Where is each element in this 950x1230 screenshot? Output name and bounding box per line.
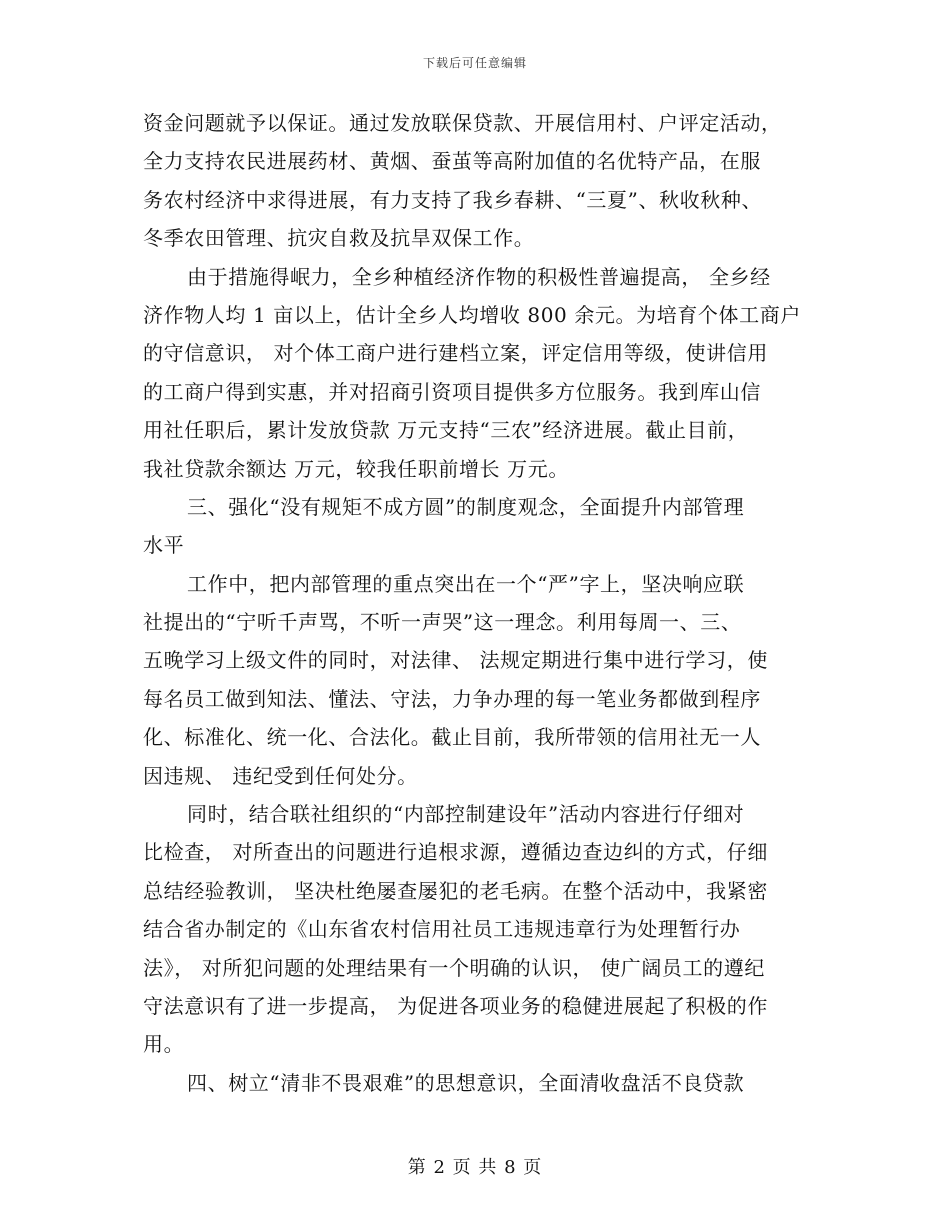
text-line: 我社贷款余额达 万元，较我任职前增长 万元。 — [143, 456, 569, 481]
text-line: 的守信意识， 对个体工商户进行建档立案，评定信用等级，使讲信用 — [143, 341, 768, 366]
text-line: 结合省办制定的《山东省农村信用社员工违规违章行为处理暂行办 — [143, 917, 741, 942]
text-line: 化、标准化、统一化、合法化。截止目前，我所带领的信用社无一人 — [143, 725, 761, 750]
text-line: 比检查， 对所查出的问题进行追根求源，遵循边查边纠的方式，仔细 — [143, 840, 768, 865]
text-line: 济作物人均 1 亩以上，估计全乡人均增收 800 余元。为培育个体工商户 — [143, 302, 801, 327]
text-line: 用社任职后，累计发放贷款 万元支持“三农”经济进展。截止目前， — [143, 418, 749, 443]
text-line: 的工商户得到实惠，并对招商引资项目提供多方位服务。我到库山信 — [143, 379, 761, 404]
text-line: 守法意识有了进一步提高， 为促进各项业务的稳健进展起了积极的作 — [143, 993, 768, 1018]
page-number-footer: 第 2 页 共 8 页 — [407, 1157, 543, 1178]
text-line: 法》， 对所犯问题的处理结果有一个明确的认识， 使广阔员工的遵纪 — [143, 955, 765, 980]
text-line: 五晚学习上级文件的同时，对法律、 法规定期进行集中进行学习，使 — [143, 648, 768, 673]
text-line: 冬季农田管理、抗灾自救及抗旱双保工作。 — [143, 226, 535, 251]
text-line: 由于措施得岷力，全乡种植经济作物的积极性普遍提高， 全乡经 — [187, 264, 771, 289]
text-line: 同时，结合联社组织的“内部控制建设年”活动内容进行仔细对 — [187, 802, 745, 827]
text-line: 全力支持农民进展药材、黄烟、蚕茧等高附加值的名优特产品，在服 — [143, 149, 761, 174]
document-body — [143, 104, 805, 1102]
text-line: 水平 — [143, 533, 185, 558]
text-line: 工作中，把内部管理的重点突出在一个“严”字上，坚决响应联 — [187, 571, 745, 596]
text-line: 四、树立“清非不畏艰难”的思想意识，全面清收盘活不良贷款 — [187, 1070, 745, 1095]
text-line: 三、强化“没有规矩不成方圆”的制度观念，全面提升内部管理 — [187, 494, 745, 519]
text-line: 社提出的“宁听千声骂，不听一声哭”这一理念。利用每周一、三、 — [143, 610, 742, 635]
text-line: 用。 — [143, 1032, 185, 1057]
text-line: 每名员工做到知法、懂法、守法，力争办理的每一笔业务都做到程序 — [143, 686, 761, 711]
text-line: 资金问题就予以保证。通过发放联保贷款、开展信用村、户评定活动， — [143, 111, 782, 135]
text-line: 总结经验教训， 坚决杜绝屡查屡犯的老毛病。在整个活动中，我紧密 — [143, 878, 768, 903]
page-header: 下载后可任意编辑 — [422, 56, 527, 70]
text-line: 因违规、 违纪受到任何处分。 — [143, 763, 418, 788]
text-line: 务农村经济中求得进展，有力支持了我乡春耕、“三夏”、秋收秋种、 — [143, 187, 763, 212]
